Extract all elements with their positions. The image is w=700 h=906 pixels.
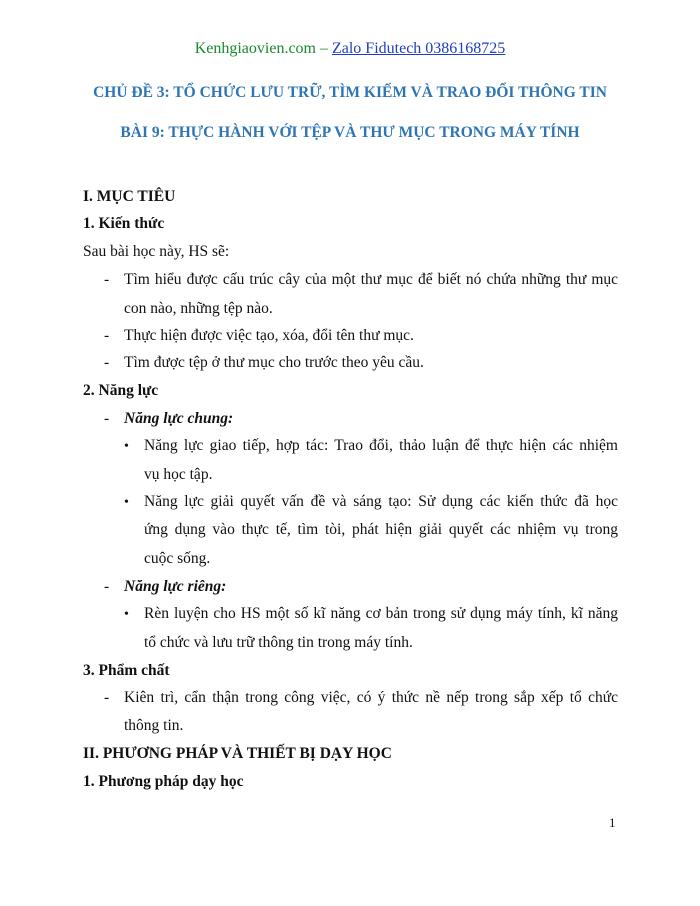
bullet-marker: • <box>124 495 129 510</box>
knowledge-item-2: Thực hiện được việc tạo, xóa, đổi tên thư mục. <box>124 327 414 344</box>
page-header <box>0 40 700 58</box>
knowledge-heading: 1. Kiến thức <box>83 215 165 232</box>
header-separator: – <box>315 40 332 57</box>
topic-title: CHỦ ĐỀ 3: TỔ CHỨC LƯU TRỮ, TÌM KIẾM VÀ TRAO ĐỔI THÔNG TIN <box>93 84 607 101</box>
header-zalo-link[interactable]: Zalo Fidutech 0386168725 <box>331 40 506 57</box>
general-item-2-line-1: Năng lực giải quyết vấn đề và sáng tạo: Sử dụng các kiến thức đã học <box>144 493 618 510</box>
bullet-marker: • <box>124 607 129 622</box>
knowledge-item-1-line-1: Tìm hiểu được cấu trúc cây của một thư mục để biết nó chứa những thư mục <box>124 271 618 288</box>
quality-item-1-line-2: thông tin. <box>124 717 184 734</box>
method-heading: 1. Phương pháp dạy học <box>83 773 244 790</box>
knowledge-item-3: Tìm được tệp ở thư mục cho trước theo yêu cầu. <box>124 354 424 371</box>
knowledge-item-1-line-2: con nào, những tệp nào. <box>124 300 273 317</box>
dash-marker: - <box>104 578 110 595</box>
dash-marker: - <box>104 271 110 288</box>
dash-marker: - <box>104 354 110 371</box>
section-1-heading: I. MỤC TIÊU <box>83 188 176 205</box>
competency-heading: 2. Năng lực <box>83 382 159 399</box>
general-item-2-line-2: ứng dụng vào thực tế, tìm tòi, phát hiện giải quyết các nhiệm vụ trong <box>144 521 618 538</box>
specific-item-1-line-2: tổ chức và lưu trữ thông tin trong máy tính. <box>144 634 413 651</box>
bullet-marker: • <box>124 439 129 454</box>
specific-competency-label: Năng lực riêng: <box>124 578 227 595</box>
knowledge-intro: Sau bài học này, HS sẽ: <box>83 243 230 260</box>
specific-item-1-line-1: Rèn luyện cho HS một số kĩ năng cơ bản trong sử dụng máy tính, kĩ năng <box>144 605 618 622</box>
lesson-title: BÀI 9: THỰC HÀNH VỚI TỆP VÀ THƯ MỤC TRONG MÁY TÍNH <box>120 124 580 141</box>
dash-marker: - <box>104 689 110 706</box>
dash-marker: - <box>104 410 110 427</box>
page-number: 1 <box>609 815 616 830</box>
general-item-1-line-1: Năng lực giao tiếp, hợp tác: Trao đổi, thảo luận để thực hiện các nhiệm <box>144 437 618 454</box>
general-competency-label: Năng lực chung: <box>124 410 234 427</box>
header-site: Kenhgiaovien.com <box>194 40 316 57</box>
general-item-2-line-3: cuộc sống. <box>144 550 211 567</box>
dash-marker: - <box>104 327 110 344</box>
general-item-1-line-2: vụ học tập. <box>144 466 213 483</box>
quality-item-1-line-1: Kiên trì, cẩn thận trong công việc, có ý thức nề nếp trong sắp xếp tổ chức <box>124 689 618 706</box>
quality-heading: 3. Phẩm chất <box>83 662 170 679</box>
section-2-heading: II. PHƯƠNG PHÁP VÀ THIẾT BỊ DẠY HỌC <box>83 745 392 762</box>
